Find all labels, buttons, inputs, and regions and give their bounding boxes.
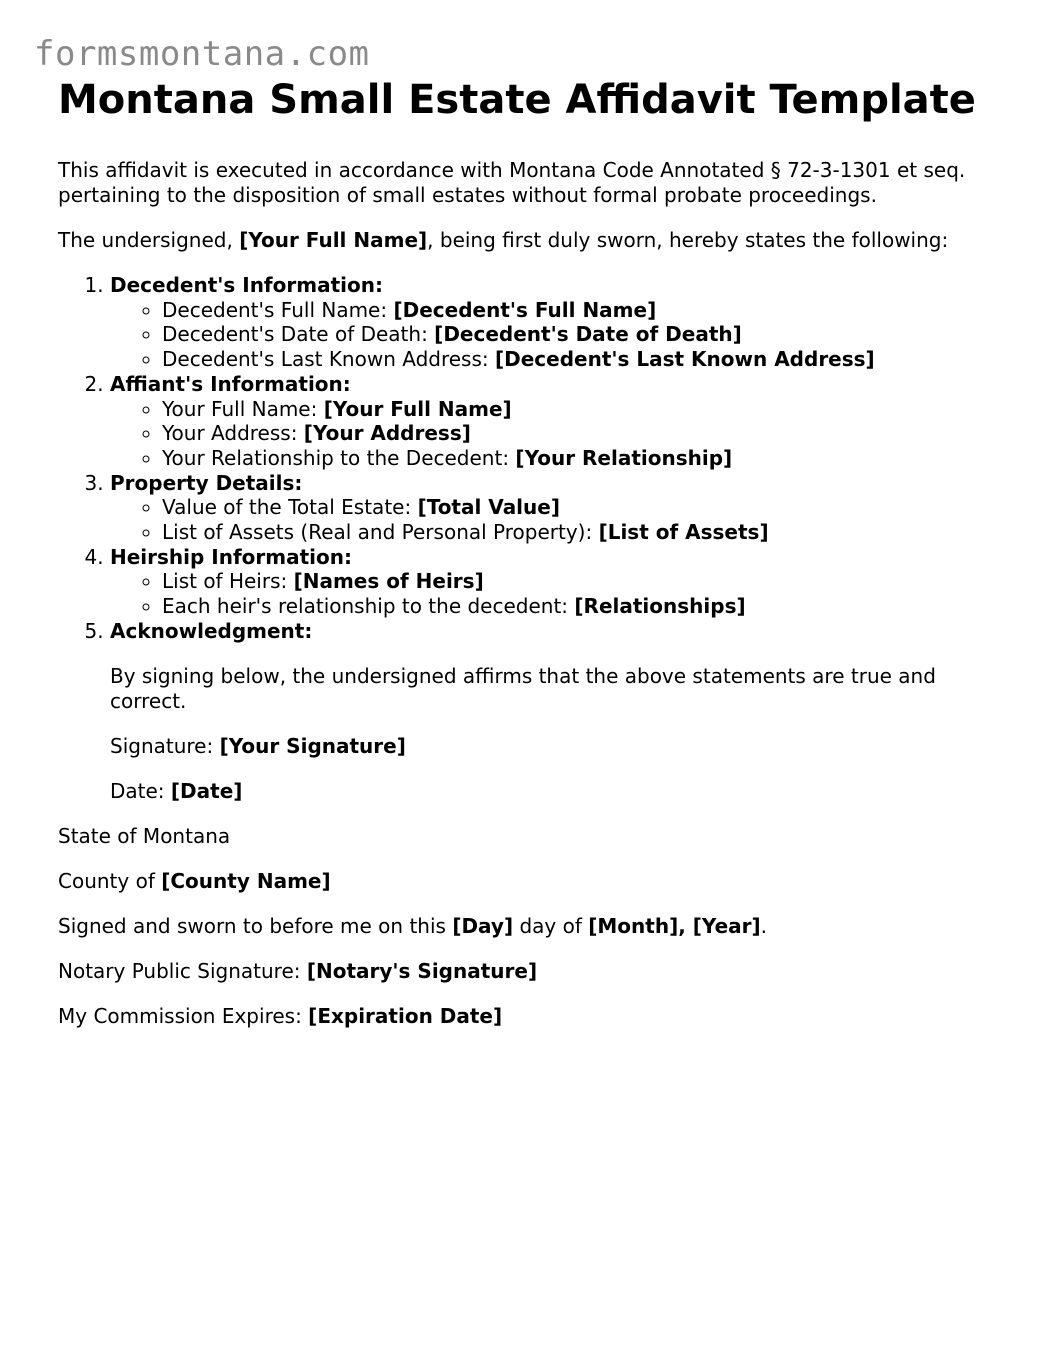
affidavit-sections bbox=[58, 273, 1008, 804]
county-label: County of bbox=[58, 868, 162, 893]
item-value: [Decedent's Date of Death] bbox=[434, 322, 742, 347]
item-value: [Your Address] bbox=[303, 421, 471, 446]
date-line bbox=[110, 779, 1008, 804]
list-item bbox=[162, 397, 1008, 422]
item-label: Decedent's Last Known Address: bbox=[162, 347, 495, 372]
commission-expires-line bbox=[58, 1004, 1008, 1029]
section-items bbox=[110, 569, 1008, 618]
page-title: Montana Small Estate Affidavit Template bbox=[58, 77, 976, 123]
undersigned-statement bbox=[58, 228, 1008, 253]
sworn-mid: day of bbox=[513, 913, 589, 938]
intro-paragraph: This affidavit is executed in accordance with Montana Code Annotated § 72-3-1301 et seq. pertaining to the disposition of small estates without formal probate proceedings. bbox=[58, 158, 966, 207]
item-value: [Decedent's Last Known Address] bbox=[494, 347, 875, 372]
item-value: [Relationships] bbox=[574, 594, 746, 619]
notary-signature-label: Notary Public Signature: bbox=[58, 958, 307, 983]
signature-placeholder: [Your Signature] bbox=[219, 733, 406, 758]
list-item bbox=[162, 446, 1008, 471]
sworn-month-year-placeholder: [Month], [Year] bbox=[588, 913, 761, 938]
sworn-suffix: . bbox=[760, 913, 767, 938]
section-affiant-info bbox=[110, 372, 1008, 471]
undersigned-name-placeholder: [Your Full Name] bbox=[239, 228, 428, 252]
sworn-prefix: Signed and sworn to before me on this bbox=[58, 913, 453, 938]
section-property-details bbox=[110, 471, 1008, 545]
list-item bbox=[162, 495, 1008, 520]
item-label: Your Relationship to the Decedent: bbox=[162, 445, 516, 470]
date-label: Date: bbox=[110, 778, 171, 803]
notary-sworn-line bbox=[58, 914, 1008, 939]
list-item bbox=[162, 520, 1008, 545]
section-items bbox=[110, 298, 1008, 372]
signature-line bbox=[110, 734, 1008, 759]
date-placeholder: [Date] bbox=[170, 778, 243, 803]
section-items bbox=[110, 495, 1008, 544]
item-label: Decedent's Date of Death: bbox=[162, 322, 435, 347]
sworn-day-placeholder: [Day] bbox=[452, 913, 514, 938]
list-item bbox=[162, 421, 1008, 446]
list-item bbox=[162, 569, 1008, 594]
watermark-text: formsmontana.com bbox=[34, 34, 370, 74]
item-value: [Your Full Name] bbox=[323, 396, 512, 421]
item-label: Value of the Total Estate: bbox=[162, 495, 418, 520]
item-label: Your Full Name: bbox=[162, 396, 324, 421]
item-value: [Total Value] bbox=[417, 495, 560, 520]
section-items bbox=[110, 397, 1008, 471]
notary-county bbox=[58, 869, 1008, 894]
section-acknowledgment bbox=[110, 619, 1008, 804]
list-item bbox=[162, 298, 1008, 323]
list-item bbox=[162, 594, 1008, 619]
notary-signature-placeholder: [Notary's Signature] bbox=[306, 958, 538, 983]
undersigned-suffix: , being first duly sworn, hereby states the following: bbox=[427, 228, 949, 252]
item-label: List of Heirs: bbox=[162, 569, 294, 594]
section-heading: Heirship Information: bbox=[110, 544, 353, 569]
list-item bbox=[162, 347, 1008, 372]
item-value: [Your Relationship] bbox=[515, 445, 733, 470]
undersigned-prefix: The undersigned, bbox=[58, 228, 240, 252]
notary-signature-line bbox=[58, 959, 1008, 984]
notary-state: State of Montana bbox=[58, 823, 231, 848]
item-label: Decedent's Full Name: bbox=[162, 297, 394, 322]
document-page bbox=[58, 76, 1008, 1029]
section-heirship-info bbox=[110, 545, 1008, 619]
item-label: Each heir's relationship to the decedent: bbox=[162, 594, 575, 619]
commission-label: My Commission Expires: bbox=[58, 1003, 309, 1028]
section-heading: Decedent's Information: bbox=[110, 273, 383, 297]
section-decedent-info bbox=[110, 273, 1008, 372]
section-heading: Affiant's Information: bbox=[110, 371, 351, 396]
item-value: [Names of Heirs] bbox=[293, 569, 484, 594]
item-label: List of Assets (Real and Personal Property): bbox=[162, 520, 599, 545]
item-label: Your Address: bbox=[162, 421, 304, 446]
section-heading: Property Details: bbox=[110, 470, 303, 495]
county-placeholder: [County Name] bbox=[161, 868, 331, 893]
item-value: [List of Assets] bbox=[598, 520, 769, 545]
list-item bbox=[162, 322, 1008, 347]
section-heading: Acknowledgment: bbox=[110, 618, 313, 643]
item-value: [Decedent's Full Name] bbox=[393, 297, 657, 322]
acknowledgment-statement: By signing below, the undersigned affirms that the above statements are true and correct. bbox=[110, 663, 936, 713]
signature-label: Signature: bbox=[110, 733, 220, 758]
commission-placeholder: [Expiration Date] bbox=[308, 1003, 503, 1028]
